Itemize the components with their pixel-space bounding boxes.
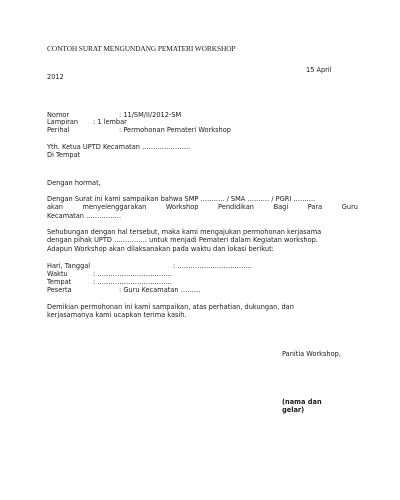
lampiran-value: : 1 lembar: [93, 118, 127, 126]
paragraph-2-line-1: Sehubungan dengan hal tersebut, maka kami mengajukan permohonan kerjasama: [47, 228, 322, 236]
detail-label: Waktu: [47, 270, 68, 278]
signature-block: [282, 398, 342, 415]
detail-value: : …………………………….: [173, 262, 252, 270]
detail-row-peserta: [47, 286, 201, 294]
detail-value: : Guru Kecamatan ………: [119, 286, 201, 294]
detail-label: Hari, Tanggal: [47, 262, 91, 270]
detail-value: : …………………………….: [93, 278, 172, 286]
paragraph-2-line-3: Adapun Workshop akan dilaksanakan pada waktu dan lokasi berikut:: [47, 244, 274, 253]
paragraph-3: [47, 303, 358, 320]
perihal-value: : Permohonan Pemateri Workshop: [119, 126, 231, 134]
signature-line-1: (nama dan: [282, 398, 322, 406]
paragraph-1: [47, 195, 358, 220]
letter-title: CONTOH SURAT MENGUNDANG PEMATERI WORKSHOP: [47, 44, 236, 53]
detail-value: : …………………………….: [93, 270, 172, 278]
signature-line-2: gelar): [282, 406, 305, 415]
nomor-label: Nomor: [47, 111, 70, 119]
letter-date-day-month: 15 April: [306, 66, 332, 74]
letter-date-year: 2012: [47, 73, 64, 81]
perihal-row: [47, 126, 231, 134]
recipient-line-2: Di Tempat: [47, 151, 81, 159]
lampiran-label: Lampiran: [47, 118, 79, 126]
paragraph-2-line-2: dengan pihak UPTD …………… untuk menjadi Pemateri dalam Kegiatan workshop.: [47, 236, 318, 245]
nomor-value: : 11/SM/II/2012-SM: [119, 111, 182, 119]
salutation: Dengan hormat,: [47, 179, 101, 187]
closing-text: Panitia Workshop,: [282, 350, 341, 358]
detail-label: Peserta: [47, 286, 72, 294]
detail-label: Tempat: [47, 278, 72, 286]
perihal-label: Perihal: [47, 126, 70, 134]
paragraph-1-line-2: akan menyelenggarakan Workshop Pendidikan Bagi Para Guru: [47, 203, 358, 212]
paragraph-3-line-2: kerjasamanya kami ucapkan terima kasih.: [47, 311, 187, 320]
recipient-line-1: Yth. Ketua UPTD Kecamatan ………………….: [47, 143, 191, 151]
paragraph-2: [47, 228, 358, 253]
paragraph-1-line-3: Kecamatan …………….: [47, 211, 122, 220]
paragraph-3-line-1: Demikian permohonan ini kami sampaikan, atas perhatian, dukungan, dan: [47, 303, 294, 311]
paragraph-1-line-1: Dengan Surat ini kami sampaikan bahwa SMP ……….. / SMA ………. / PGRI ……….: [47, 195, 316, 203]
